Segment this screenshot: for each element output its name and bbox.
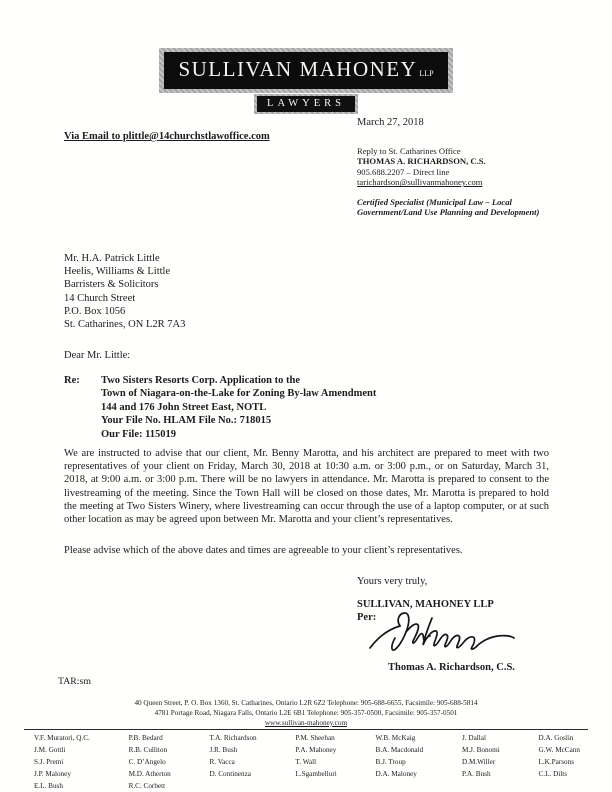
via-email-line: Via Email to plittle@14churchstlawoffice.com <box>64 131 270 142</box>
lawyer-name: R.B. Culliton <box>128 745 168 754</box>
lawyer-name: J.M. Gottli <box>34 745 66 754</box>
lawyer-name: M.D. Atherton <box>128 769 171 778</box>
body-paragraph-2: Please advise which of the above dates and times are agreeable to your client’s representatives. <box>64 545 463 556</box>
re-subject <box>101 374 376 441</box>
lawyers-column <box>209 733 256 792</box>
lawyers-directory <box>34 733 580 792</box>
signatory-name: Thomas A. Richardson, C.S. <box>388 662 515 673</box>
firm-name: SULLIVAN MAHONEY <box>178 57 418 81</box>
lawyer-name: D.M.Willer <box>461 757 496 766</box>
closing-firm-name: SULLIVAN, MAHONEY LLP <box>357 599 494 610</box>
re-line: Town of Niagara-on-the-Lake for Zoning By-law Amendment <box>101 388 377 400</box>
lawyer-name: W.B. McKaig <box>375 734 416 742</box>
re-line: Two Sisters Resorts Corp. Application to the <box>101 375 301 386</box>
lawyer-name: P.B. Bedard <box>128 734 163 742</box>
contact-email: tarichardson@sullivanmahoney.com <box>357 177 483 188</box>
logo-frame <box>159 48 452 93</box>
lawyer-name: D.A. Goslin <box>538 734 574 742</box>
lawyer-name: G.W. McCann <box>538 745 580 754</box>
recipient-address <box>64 252 185 331</box>
signature-image <box>366 604 518 665</box>
lawyer-name: J.R. Bush <box>209 745 238 754</box>
firm-name-banner <box>164 52 447 89</box>
lawyers-column <box>539 733 580 792</box>
footer-address-stcatharines: 40 Queen Street, P. O. Box 1360, St. Catharines, Ontario L2R 6Z2 Telephone: 905-688-6655, Facsimile: 905-688-5814 <box>134 699 478 707</box>
lawyer-name: P.A. Bush <box>461 769 491 778</box>
recipient-line: P.O. Box 1056 <box>64 305 126 317</box>
lawyer-name: M.J. Bonomi <box>461 745 500 754</box>
re-line: Your File No. HLAM File No.: 718015 <box>101 415 272 427</box>
recipient-line: 14 Church Street <box>64 292 136 304</box>
lawyer-name: B.A. Macdonald <box>375 745 424 754</box>
lawyer-name: V.F. Muratori, Q.C. <box>34 734 90 742</box>
contact-name: THOMAS A. RICHARDSON, C.S. <box>357 156 486 167</box>
recipient-line: Barristers & Solicitors <box>64 279 159 291</box>
lawyer-name: D.A. Maloney <box>375 769 417 778</box>
lawyers-column <box>129 733 171 792</box>
firm-logo <box>0 48 612 114</box>
body-paragraph-1: We are instructed to advise that our client, Mr. Benny Marotta, and his architect are prepared to meet with two representatives of your client on Friday, March 30, 2018 at 10:30 a.m. or 3:00 p.m., or on Saturday, March 31, 2018, at 9:00 a.m. or 3:00 p.m. There will be no lawyers in attendance. Mr. Marotta is prepared to consent to the livestreaming of the meeting. Since the Town Hall will be closed on those dates, Mr. Marotta is prepared to hold the meeting at Two Sisters Winery, where livestreaming can occur through the use of a laptop computer, or at such other location as may be agreed upon between Mr. Marotta and your client’s representatives. <box>64 448 549 526</box>
lawyer-name: B.J. Troup <box>375 757 406 766</box>
lawyer-name: D. Continenza <box>209 769 251 778</box>
lawyer-name: L.Sgambelluri <box>295 769 337 778</box>
lawyer-name: J.P. Maloney <box>34 769 71 778</box>
lawyers-banner: LAWYERS <box>257 96 355 112</box>
lawyers-column <box>34 733 90 792</box>
lawyer-name: S.J. Premi <box>34 757 64 766</box>
lawyer-name: T. Wall <box>295 757 317 766</box>
salutation: Dear Mr. Little: <box>64 350 131 361</box>
lawyers-column <box>462 733 500 792</box>
recipient-line: St. Catharines, ON L2R 7A3 <box>64 319 186 331</box>
contact-phone: 905.688.2207 – Direct line <box>357 166 450 177</box>
lawyer-name: P.M. Sheehan <box>295 734 335 742</box>
contact-block <box>357 146 567 217</box>
reply-office-line: Reply to St. Catharines Office <box>357 146 461 156</box>
re-label: Re: <box>64 375 80 386</box>
per-label: Per: <box>357 612 377 623</box>
lawyer-name: R. Vacca <box>209 757 235 766</box>
re-line: Our File: 115019 <box>101 428 177 440</box>
recipient-line: Heelis, Williams & Little <box>64 266 171 278</box>
lawyer-name: C. D’Angelo <box>128 757 166 766</box>
firm-suffix: LLP <box>419 69 434 78</box>
lawyer-name: R.C. Corbett <box>128 781 166 790</box>
lawyer-name: L.K.Parsons <box>538 757 575 766</box>
valediction: Yours very truly, <box>357 576 428 587</box>
lawyers-column <box>376 733 424 792</box>
recipient-line: Mr. H.A. Patrick Little <box>64 253 160 264</box>
footer-website: www.sullivan-mahoney.com <box>264 719 348 727</box>
lawyer-name: T.A. Richardson <box>209 734 257 742</box>
lawyer-name: C.L. Dilts <box>538 769 568 778</box>
footer-divider <box>24 729 588 730</box>
reference-initials: TAR:sm <box>58 676 91 687</box>
lawyer-name: E.L. Bush <box>34 781 63 790</box>
lawyer-name: J. Dallal <box>461 734 486 742</box>
lawyers-column <box>295 733 336 792</box>
re-line: 144 and 176 John Street East, NOTL <box>101 401 267 413</box>
lawyer-name: P.A. Mahoney <box>295 745 337 754</box>
specialist-note: Certified Specialist (Municipal Law – Local Government/Land Use Planning and Development) <box>357 196 540 218</box>
footer-address-niagarafalls: 4781 Portage Road, Niagara Falls, Ontario L2E 6B1 Telephone: 905-357-0500, Facsimile: 905-357-0501 <box>154 709 458 717</box>
lawyers-banner-frame <box>254 94 358 114</box>
letter-date: March 27, 2018 <box>357 117 424 128</box>
